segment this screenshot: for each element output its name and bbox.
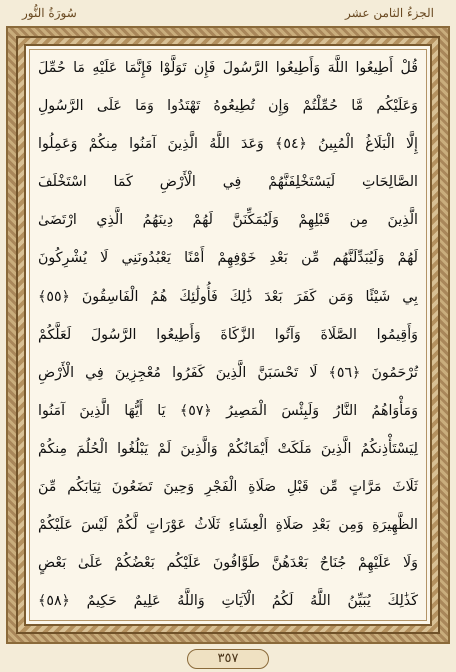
page-footer [0,646,456,672]
verse-line: وَعَلَيْكُم مَّا حُمِّلْتُمْ وَإِن تُطِيعُوهُ تَهْتَدُوا وَمَا عَلَى الرَّسُولِ [38,98,418,115]
text-panel [24,44,432,626]
verse-line: الظَّهِيرَةِ وَمِن بَعْدِ صَلَاةِ الْعِشَاءِ ثَلَاثُ عَوْرَاتٍ لَّكُمْ لَيْسَ عَلَيْكُمْ [38,517,418,534]
verse-line: لَهُمْ وَلَيُبَدِّلَنَّهُم مِّن بَعْدِ خَوْفِهِمْ أَمْنًا يَعْبُدُونَنِي لَا يُشْرِكُونَ [38,250,418,267]
verse-line: الَّذِينَ مِن قَبْلِهِمْ وَلَيُمَكِّنَنَّ لَهُمْ دِينَهُمُ الَّذِي ارْتَضَىٰ [38,212,418,229]
verse-line: كَذَٰلِكَ يُبَيِّنُ اللَّهُ لَكُمُ الْآيَاتِ وَاللَّهُ عَلِيمٌ حَكِيمٌ ﴿٥٨﴾ [38,593,418,610]
verse-line: وَأَقِيمُوا الصَّلَاةَ وَآتُوا الزَّكَاةَ وَأَطِيعُوا الرَّسُولَ لَعَلَّكُمْ [38,326,418,343]
verse-line: ثَلَاثَ مَرَّاتٍ مِّن قَبْلِ صَلَاةِ الْفَجْرِ وَحِينَ تَضَعُونَ ثِيَابَكُم مِّنَ [38,479,418,496]
verse-line: وَلَا عَلَيْهِمْ جُنَاحٌ بَعْدَهُنَّ طَوَّافُونَ عَلَيْكُم بَعْضُكُمْ عَلَىٰ بَعْضٍ [38,555,418,572]
verse-line: وَمَأْوَاهُمُ النَّارُ وَلَبِئْسَ الْمَصِيرُ ﴿٥٧﴾ يَا أَيُّهَا الَّذِينَ آمَنُوا [38,402,419,419]
page-number: ٣٥٧ [187,649,269,669]
verse-text-block [34,52,422,618]
surah-title: سُورَةُ النُّور [22,6,77,20]
juz-title: الجزءُ الثامن عشر [345,6,434,20]
verse-line: تُرْحَمُونَ ﴿٥٦﴾ لَا تَحْسَبَنَّ الَّذِينَ كَفَرُوا مُعْجِزِينَ فِي الْأَرْضِ [38,364,418,381]
verse-line: قُلْ أَطِيعُوا اللَّهَ وَأَطِيعُوا الرَّسُولَ فَإِن تَوَلَّوْا فَإِنَّمَا عَلَيْهِ مَا حُمِّلَ [38,60,418,76]
verse-line: لِيَسْتَأْذِنكُمُ الَّذِينَ مَلَكَتْ أَيْمَانُكُمْ وَالَّذِينَ لَمْ يَبْلُغُوا الْحُلُمَ مِنكُمْ [38,440,418,457]
verse-line: إِلَّا الْبَلَاغُ الْمُبِينُ ﴿٥٤﴾ وَعَدَ اللَّهُ الَّذِينَ آمَنُوا مِنكُمْ وَعَمِلُوا [38,136,418,153]
page-header [0,0,456,26]
verse-line: بِي شَيْئًا وَمَن كَفَرَ بَعْدَ ذَٰلِكَ فَأُولَٰئِكَ هُمُ الْفَاسِقُونَ ﴿٥٥﴾ [38,288,418,305]
ornamental-frame [6,26,450,644]
verse-line: الصَّالِحَاتِ لَيَسْتَخْلِفَنَّهُمْ فِي الْأَرْضِ كَمَا اسْتَخْلَفَ [38,174,418,191]
frame-border-band [16,36,440,634]
